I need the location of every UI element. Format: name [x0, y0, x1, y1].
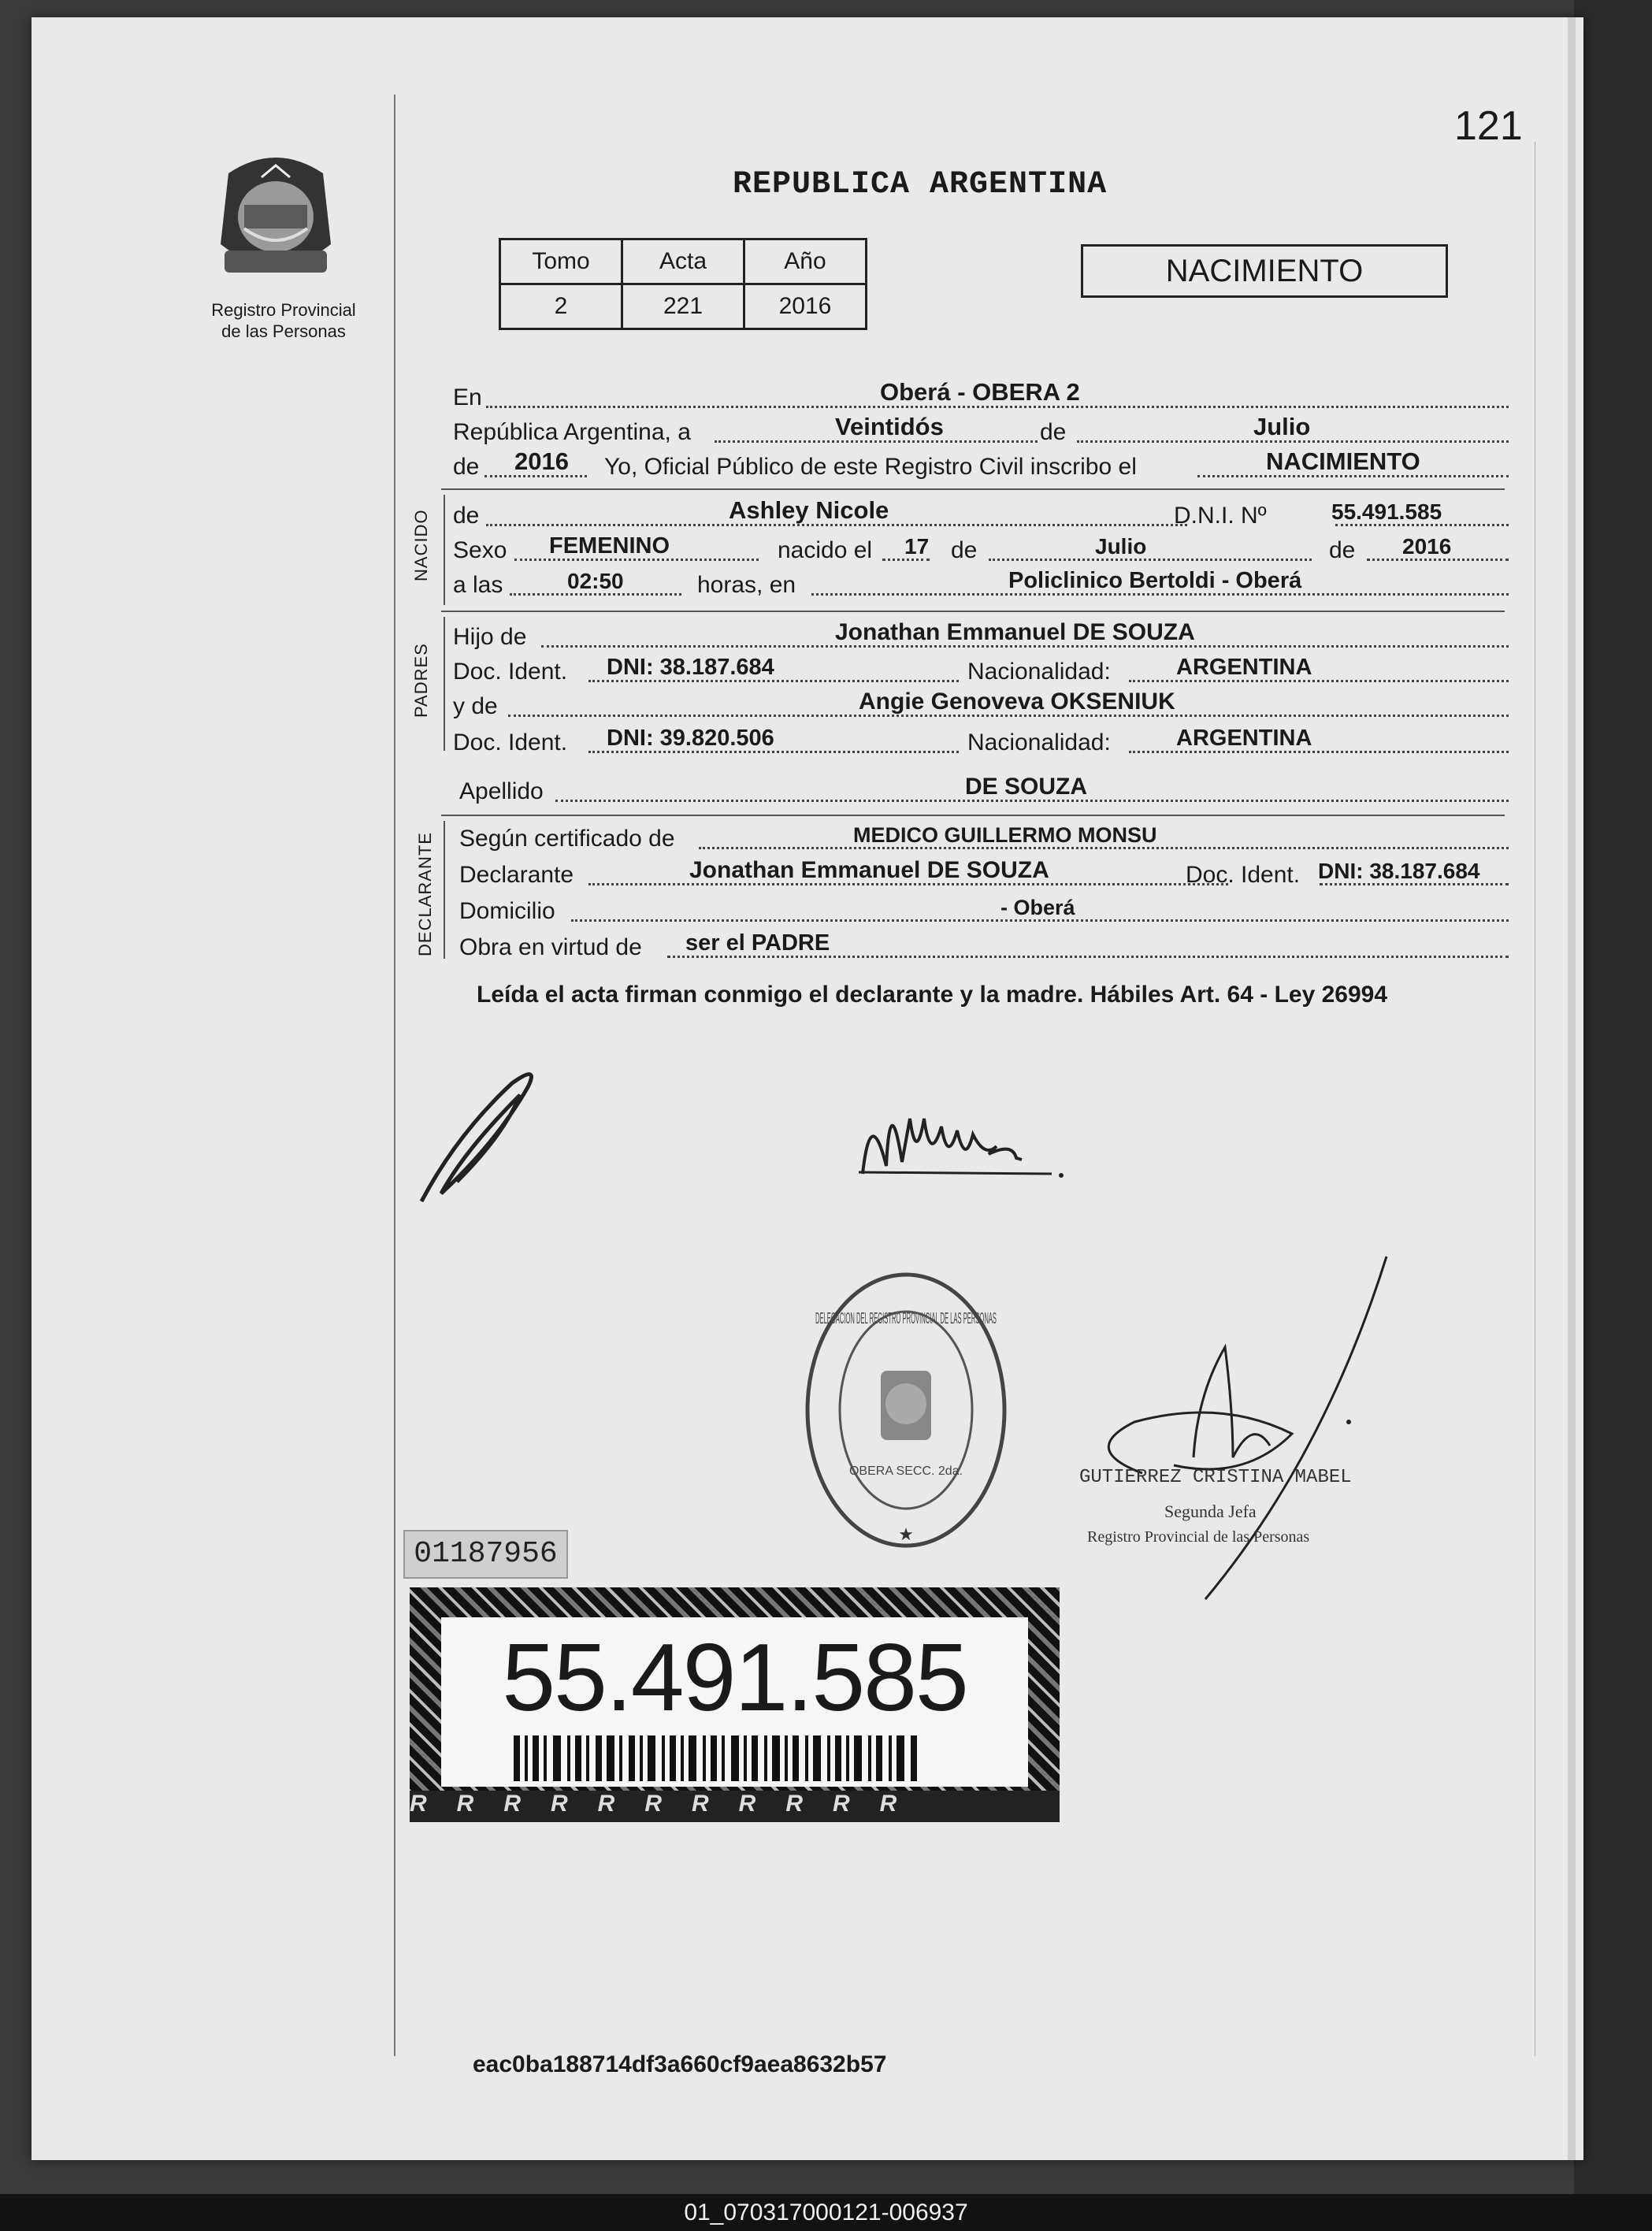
section-bar-padres [444, 617, 445, 751]
registry-name-line2: de las Personas [221, 321, 346, 341]
mother-nationality-value: ARGENTINA [1176, 726, 1312, 751]
en-label: En [453, 384, 482, 410]
sexo-label: Sexo [453, 537, 507, 563]
declarante-row-obra [453, 928, 1509, 963]
padres-row-father-doc [453, 652, 1509, 687]
anio-header: Año [744, 239, 867, 284]
padres-row-mother-doc [453, 723, 1509, 758]
stamp-inner-text: OBERA SECC. 2da. [848, 1464, 963, 1478]
alas-label: a las [453, 572, 503, 598]
obra-value: ser el PADRE [685, 930, 830, 956]
doc-ident-label: Doc. Ident. [453, 659, 568, 685]
nacido-row-name [453, 496, 1509, 531]
nacido-row-sex [453, 531, 1509, 566]
birth-year-value: 2016 [1402, 534, 1452, 559]
tomo-header: Tomo [500, 239, 622, 284]
section-divider [441, 611, 1505, 612]
official-signature [1064, 1253, 1394, 1599]
child-dni-value: 55.491.585 [1331, 499, 1442, 524]
svg-text:★: ★ [898, 1524, 914, 1544]
official-name: GUTIERREZ CRISTINA MABEL [1079, 1467, 1352, 1488]
apellido-label: Apellido [459, 778, 544, 804]
intro-row-date [453, 413, 1509, 447]
birth-month-value: Julio [1095, 534, 1147, 559]
nacionalidad-label: Nacionalidad: [967, 659, 1111, 685]
barcode-panel [441, 1617, 1028, 1787]
mother-name-value: Angie Genoveva OKSENIUK [859, 689, 1175, 715]
birth-day-value: 17 [904, 534, 930, 559]
birth-place-value: Policlinico Bertoldi - Oberá [1008, 568, 1302, 593]
year-value: 2016 [514, 447, 569, 475]
closing-statement: Leída el acta firman conmigo el declarante y la madre. Hábiles Art. 64 - Ley 26994 [477, 982, 1388, 1008]
page-edge [1568, 17, 1576, 2160]
birth-time-value: 02:50 [567, 569, 624, 593]
child-name-value: Ashley Nicole [729, 496, 889, 524]
page-number: 121 [1454, 103, 1523, 149]
binder-edge [1574, 0, 1652, 2198]
day-words-value: Veintidós [835, 413, 944, 440]
declarante-row-cert [453, 819, 1509, 854]
declarant-signature [410, 1064, 559, 1213]
acta-header: Acta [622, 239, 744, 284]
y-de-label: y de [453, 693, 498, 719]
declarante-row-domicilio [453, 892, 1509, 926]
month-value: Julio [1253, 413, 1311, 440]
nacido-el-label: nacido el [778, 537, 873, 563]
declarante-name-value: Jonathan Emmanuel DE SOUZA [689, 857, 1049, 883]
declarante-label: Declarante [459, 862, 574, 888]
de-label: de [1040, 419, 1067, 445]
padres-row-mother [453, 687, 1509, 722]
registry-name [189, 299, 378, 342]
document-hash: eac0ba188714df3a660cf9aea8632b57 [473, 2051, 887, 2077]
dotted-line [989, 559, 1312, 561]
doc-ident-label: Doc. Ident. [453, 729, 568, 755]
mother-doc-value: DNI: 39.820.506 [607, 726, 774, 751]
tomo-value: 2 [500, 284, 622, 329]
section-divider [441, 488, 1505, 490]
cert-value: MEDICO GUILLERMO MONSU [853, 823, 1157, 847]
barcode-bars [514, 1735, 923, 1781]
domicilio-label: Domicilio [459, 898, 555, 924]
serial-label: 01187956 [403, 1530, 568, 1579]
security-r-strip: RRRRRRRRRRR [410, 1791, 1060, 1822]
anio-value: 2016 [744, 284, 867, 329]
statement-text: Yo, Oficial Público de este Registro Civil inscribo el [604, 454, 1137, 480]
sexo-value: FEMENINO [549, 533, 670, 559]
file-name-bar: 01_070317000121-006937 [0, 2194, 1652, 2231]
father-doc-value: DNI: 38.187.684 [607, 655, 774, 680]
section-label-nacido: NACIDO [411, 509, 431, 581]
section-bar-nacido [444, 495, 445, 605]
declarante-row-name [453, 856, 1509, 890]
nacido-de-label2: de [951, 537, 978, 563]
intro-row-statement [453, 447, 1509, 482]
province-shield-logo [213, 150, 339, 284]
registry-name-line1: Registro Provincial [211, 300, 356, 320]
declarante-doc-label: Doc. Ident. [1186, 862, 1301, 888]
margin-rule [394, 95, 395, 2056]
domicilio-value: - Oberá [1000, 896, 1075, 919]
padres-row-father [453, 618, 1509, 652]
de2-label: de [453, 454, 480, 480]
hijo-de-label: Hijo de [453, 624, 527, 650]
father-name-value: Jonathan Emmanuel DE SOUZA [835, 619, 1195, 645]
official-role: Segunda Jefa [1164, 1502, 1257, 1521]
barcode-sticker [410, 1587, 1060, 1822]
apellido-row [453, 772, 1509, 807]
cert-label: Según certificado de [459, 826, 675, 852]
record-number-table [499, 238, 867, 330]
delegation-stamp [804, 1268, 1008, 1552]
apellido-value: DE SOUZA [965, 774, 1088, 800]
barcode-number: 55.491.585 [502, 1624, 967, 1731]
mother-signature [855, 1071, 1075, 1190]
section-divider [441, 815, 1505, 816]
stamp-outer-text: DELEGACION DEL REGISTRO PROVINCIAL DE LAS PERSONAS [815, 1310, 997, 1327]
record-type-box: NACIMIENTO [1081, 244, 1448, 298]
horas-label: horas, en [697, 572, 796, 598]
section-label-padres: PADRES [411, 643, 431, 718]
nacido-de-label: de [453, 503, 480, 529]
event-value: NACIMIENTO [1266, 447, 1420, 475]
obra-label: Obra en virtud de [459, 934, 642, 960]
official-org: Registro Provincial de las Personas [1087, 1528, 1310, 1546]
declarante-doc-value: DNI: 38.187.684 [1318, 859, 1480, 883]
nacido-row-time [453, 566, 1509, 600]
section-bar-declarante [444, 821, 445, 959]
father-nationality-value: ARGENTINA [1176, 655, 1312, 680]
place-value: Oberá - OBERA 2 [880, 378, 1080, 406]
intro-row-place [453, 378, 1509, 413]
republica-label: República Argentina, a [453, 419, 691, 445]
acta-value: 221 [622, 284, 744, 329]
nacionalidad-label: Nacionalidad: [967, 729, 1111, 755]
nacido-de-label3: de [1329, 537, 1356, 563]
dni-label: D.N.I. Nº [1174, 503, 1267, 529]
section-label-declarante: DECLARANTE [415, 832, 435, 956]
document-title: REPUBLICA ARGENTINA [733, 167, 1108, 202]
